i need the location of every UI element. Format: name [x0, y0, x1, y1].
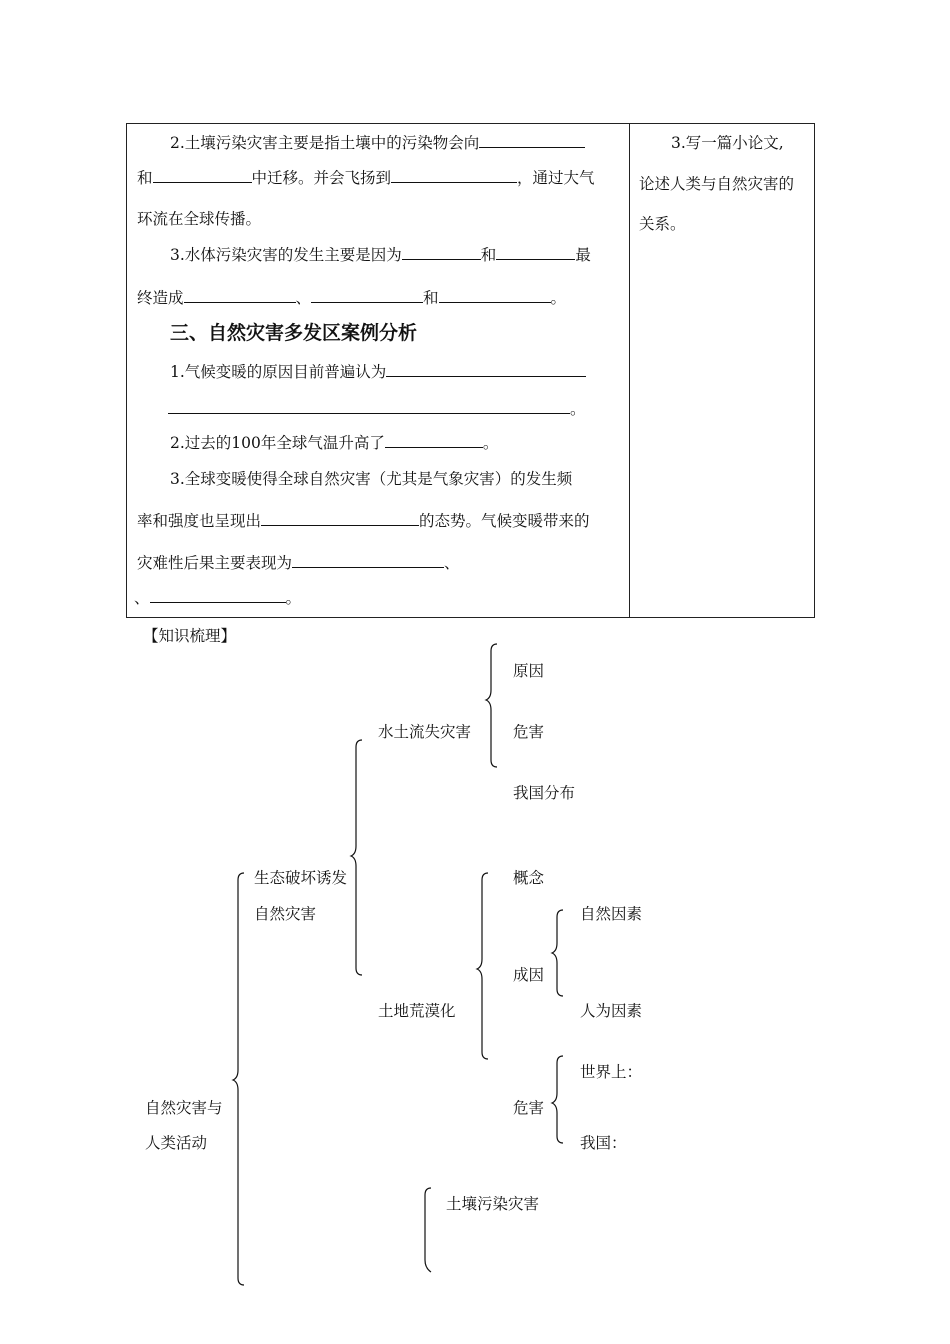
soil-pollution-line3: 环流在全球传播。 — [137, 210, 262, 228]
outline-desert-concept: 概念 — [513, 869, 545, 887]
text-segment: 2.过去的100年全球气温升高了 — [170, 434, 385, 452]
outline-erosion-harm: 危害 — [513, 723, 545, 741]
brace-cause — [552, 910, 563, 996]
text-segment: ，通过大气 — [517, 169, 595, 187]
text-segment: 和 — [480, 246, 497, 264]
soil-q-line1: 2.土壤污染灾害主要是指土壤中的污染物会向 — [170, 134, 480, 152]
outline-root-line2: 人类活动 — [145, 1134, 208, 1152]
global-warming-question: 3.全球变暖使得全球自然灾害（尤其是气象灾害）的发生频 — [170, 470, 573, 488]
outline-ecological-line2: 自然灾害 — [254, 905, 317, 923]
brace-ecological — [351, 740, 362, 975]
text-segment: 3.水体污染灾害的发生主要是因为 — [170, 246, 402, 264]
section-heading: 三、自然灾害多发区案例分析 — [170, 322, 418, 344]
text-segment: 、 — [295, 289, 312, 307]
essay-prompt-line3: 关系。 — [639, 215, 686, 233]
brace-soil-erosion — [486, 644, 497, 767]
outline-harm-world: 世界上： — [580, 1063, 643, 1081]
text-segment: 。 — [550, 289, 567, 307]
text-segment: 的态势。气候变暖带来的 — [419, 512, 590, 530]
text-segment: 和 — [423, 289, 439, 307]
outline-erosion-cause: 原因 — [513, 662, 545, 680]
text-segment: 灾难性后果主要表现为 — [137, 554, 293, 572]
outline-desertification: 土地荒漠化 — [378, 1002, 456, 1020]
brace-root — [233, 873, 244, 1285]
outline-harm-china: 我国： — [580, 1134, 627, 1152]
text-segment: 。 — [482, 434, 499, 452]
text-segment: 终造成 — [137, 289, 184, 307]
outline-erosion-distribution: 我国分布 — [513, 784, 576, 802]
outline-natural-factor: 自然因素 — [580, 905, 643, 923]
outline-human-factor: 人为因素 — [580, 1002, 643, 1020]
outline-soil-erosion: 水土流失灾害 — [378, 723, 472, 741]
essay-prompt-line2: 论述人类与自然灾害的 — [639, 175, 795, 193]
text-segment: 中迁移。并会飞扬到 — [251, 169, 392, 187]
outline-desert-cause: 成因 — [513, 966, 545, 984]
text-segment: 率和强度也呈现出 — [137, 512, 262, 530]
outline-root-line1: 自然灾害与 — [145, 1099, 223, 1117]
brace-harm — [552, 1056, 563, 1143]
text-segment: 。 — [570, 400, 586, 418]
text-segment: 、 — [444, 554, 460, 572]
brace-desertification — [477, 873, 488, 1059]
text-segment: 。 — [285, 589, 302, 607]
essay-prompt-line1: 3.写一篇小论文, — [671, 134, 784, 152]
outline-ecological-line1: 生态破坏诱发 — [254, 869, 348, 887]
text-segment: 和 — [137, 169, 153, 187]
brace-soil-pollution — [425, 1188, 431, 1272]
text-segment: 最 — [575, 246, 591, 264]
outline-desert-harm: 危害 — [513, 1099, 545, 1117]
text-segment: 、 — [134, 589, 150, 607]
knowledge-header: 【知识梳理】 — [143, 627, 237, 645]
outline-soil-pollution: 土壤污染灾害 — [446, 1195, 540, 1213]
text-segment: 1.气候变暖的原因目前普遍认为 — [170, 363, 387, 381]
